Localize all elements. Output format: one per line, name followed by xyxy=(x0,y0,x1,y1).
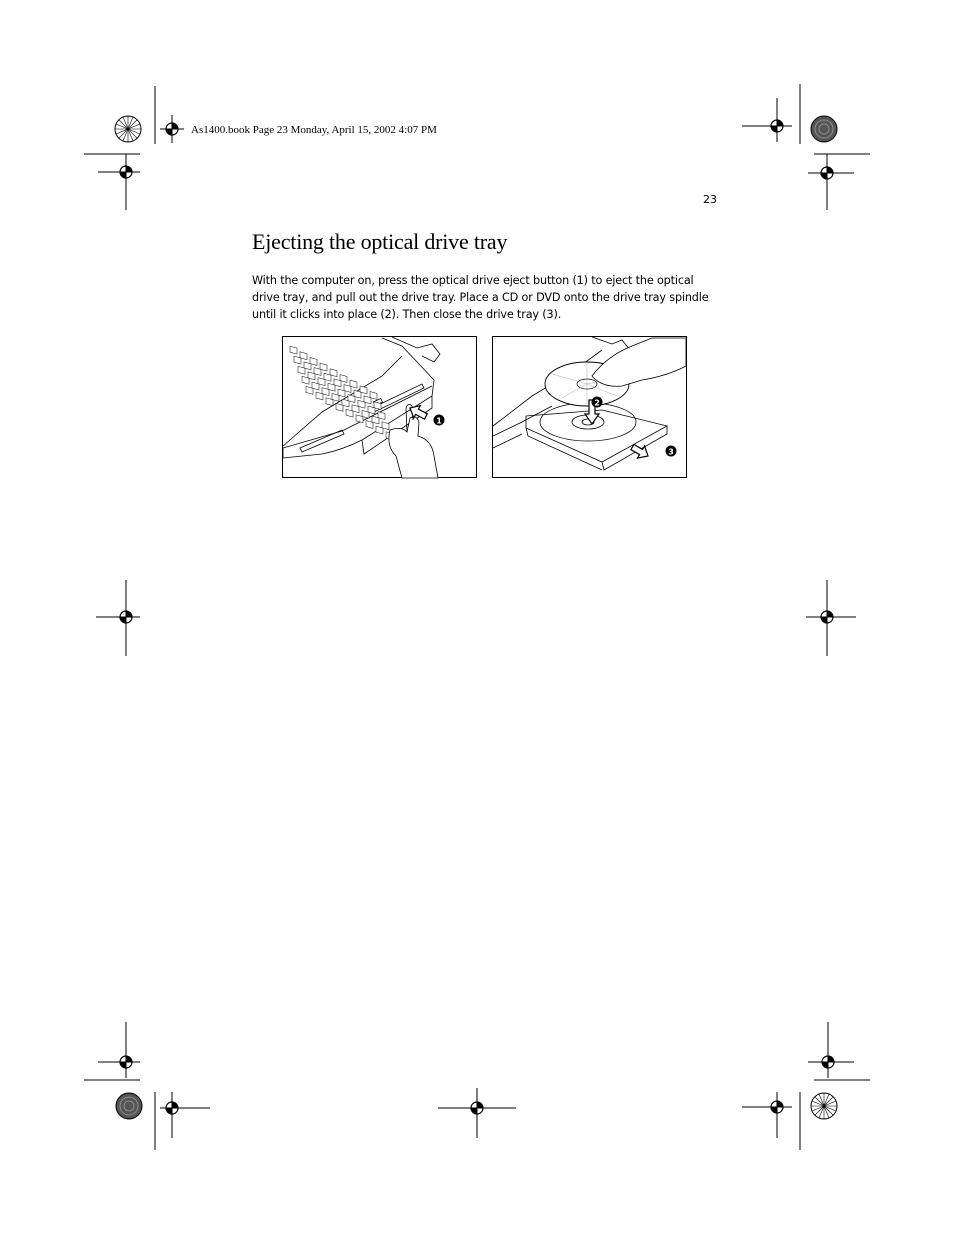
figure-eject-button xyxy=(282,336,478,478)
registration-mark-middle-right xyxy=(806,580,856,656)
registration-mark-bottom-right xyxy=(742,1022,870,1152)
registration-mark-bottom-center xyxy=(438,1088,516,1138)
registration-mark-top-right xyxy=(742,84,870,212)
print-header: As1400.book Page 23 Monday, April 15, 2002 4:07 PM xyxy=(191,124,437,136)
disc-tray-illustration xyxy=(492,336,688,479)
body-paragraph: With the computer on, press the optical drive eject button (1) to eject the optical drive tray, and pull out the drive tray. Place a CD or DVD onto the drive tray spindle until it clicks into place (2). Then close the drive tray (3). xyxy=(252,274,709,321)
step-label-2: 2 xyxy=(594,398,600,408)
laptop-eject-illustration xyxy=(282,336,478,479)
page-number: 23 xyxy=(703,193,717,206)
figure-place-disc xyxy=(492,336,688,478)
registration-mark-bottom-left xyxy=(84,1022,212,1152)
registration-mark-top-left xyxy=(84,86,184,212)
section-title: Ejecting the optical drive tray xyxy=(252,229,508,254)
step-label-3: 3 xyxy=(668,447,674,457)
registration-mark-middle-left xyxy=(96,580,140,656)
step-label-1: 1 xyxy=(436,416,442,426)
